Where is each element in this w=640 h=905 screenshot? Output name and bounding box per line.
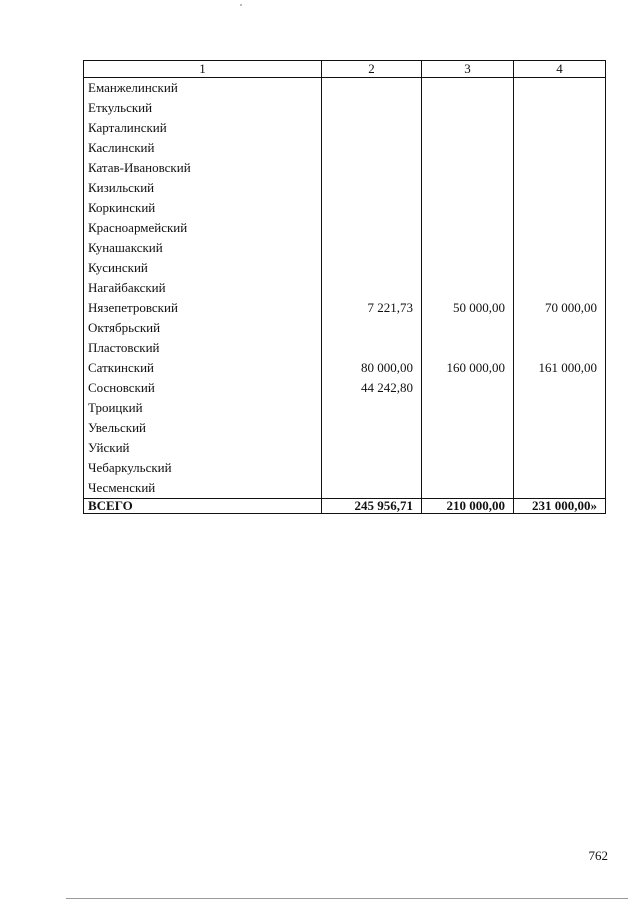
value-col-2: [322, 278, 422, 298]
value-col-2: [322, 98, 422, 118]
value-col-2: [322, 158, 422, 178]
table-row: [84, 398, 606, 418]
district-name: Еманжелинский: [84, 78, 322, 99]
district-name: Катав-Ивановский: [84, 158, 322, 178]
value-col-2: [322, 178, 422, 198]
table-row: [84, 158, 606, 178]
value-col-3: [422, 438, 514, 458]
value-col-4: [514, 138, 606, 158]
table-row: [84, 178, 606, 198]
value-col-2: 7 221,73: [322, 298, 422, 318]
value-col-4: [514, 278, 606, 298]
total-label: ВСЕГО: [84, 499, 322, 514]
value-col-3: [422, 258, 514, 278]
table-row: [84, 258, 606, 278]
table-row: [84, 78, 606, 99]
district-name: Коркинский: [84, 198, 322, 218]
district-name: Кунашакский: [84, 238, 322, 258]
value-col-2: [322, 258, 422, 278]
table-row: [84, 438, 606, 458]
value-col-4: [514, 378, 606, 398]
table-row: [84, 378, 606, 398]
value-col-3: [422, 138, 514, 158]
table-row: [84, 338, 606, 358]
table-body: [84, 78, 606, 499]
value-col-2: [322, 118, 422, 138]
value-col-4: [514, 338, 606, 358]
table-row: [84, 198, 606, 218]
district-name: Карталинский: [84, 118, 322, 138]
value-col-3: [422, 378, 514, 398]
column-header-3: 3: [422, 61, 514, 78]
scan-mark: [240, 4, 242, 6]
page-number: 762: [588, 848, 608, 863]
district-name: Нагайбакский: [84, 278, 322, 298]
total-value-2: 245 956,71: [322, 499, 422, 514]
value-col-2: [322, 238, 422, 258]
value-col-3: [422, 398, 514, 418]
value-col-3: [422, 478, 514, 499]
scan-edge-line: [66, 898, 628, 899]
table-row: [84, 238, 606, 258]
district-name: Октябрьский: [84, 318, 322, 338]
value-col-4: 161 000,00: [514, 358, 606, 378]
budget-table: [83, 60, 606, 514]
district-name: Уйский: [84, 438, 322, 458]
value-col-3: [422, 98, 514, 118]
value-col-4: [514, 458, 606, 478]
value-col-2: [322, 138, 422, 158]
value-col-4: [514, 98, 606, 118]
value-col-3: [422, 278, 514, 298]
district-name: Чесменский: [84, 478, 322, 499]
table-row: [84, 418, 606, 438]
value-col-3: 160 000,00: [422, 358, 514, 378]
table-row: [84, 298, 606, 318]
value-col-4: [514, 78, 606, 99]
value-col-4: 70 000,00: [514, 298, 606, 318]
total-value-3: 210 000,00: [422, 499, 514, 514]
table-row: [84, 218, 606, 238]
district-name: Нязепетровский: [84, 298, 322, 318]
value-col-4: [514, 198, 606, 218]
value-col-3: [422, 118, 514, 138]
value-col-2: 80 000,00: [322, 358, 422, 378]
value-col-3: [422, 318, 514, 338]
header-row: [84, 61, 606, 78]
district-name: Каслинский: [84, 138, 322, 158]
column-header-1: 1: [84, 61, 322, 78]
district-name: Пластовский: [84, 338, 322, 358]
value-col-2: [322, 338, 422, 358]
total-row: [84, 499, 606, 514]
district-name: Кизильский: [84, 178, 322, 198]
value-col-3: [422, 418, 514, 438]
value-col-2: [322, 458, 422, 478]
value-col-3: [422, 218, 514, 238]
district-name: Троицкий: [84, 398, 322, 418]
table-row: [84, 118, 606, 138]
value-col-2: [322, 418, 422, 438]
value-col-3: [422, 158, 514, 178]
value-col-4: [514, 158, 606, 178]
table-row: [84, 318, 606, 338]
value-col-2: [322, 478, 422, 499]
district-name: Саткинский: [84, 358, 322, 378]
value-col-4: [514, 478, 606, 499]
total-value-4: 231 000,00»: [514, 499, 606, 514]
value-col-2: [322, 78, 422, 99]
column-header-4: 4: [514, 61, 606, 78]
value-col-3: [422, 178, 514, 198]
value-col-2: [322, 198, 422, 218]
value-col-3: 50 000,00: [422, 298, 514, 318]
district-name: Еткульский: [84, 98, 322, 118]
value-col-2: [322, 398, 422, 418]
table-row: [84, 138, 606, 158]
table-row: [84, 458, 606, 478]
value-col-4: [514, 238, 606, 258]
column-header-2: 2: [322, 61, 422, 78]
district-name: Красноармейский: [84, 218, 322, 238]
district-name: Сосновский: [84, 378, 322, 398]
table-row: [84, 98, 606, 118]
value-col-2: [322, 218, 422, 238]
district-name: Кусинский: [84, 258, 322, 278]
value-col-4: [514, 318, 606, 338]
value-col-3: [422, 78, 514, 99]
table-row: [84, 478, 606, 499]
value-col-4: [514, 258, 606, 278]
value-col-4: [514, 438, 606, 458]
value-col-2: [322, 438, 422, 458]
district-name: Чебаркульский: [84, 458, 322, 478]
value-col-4: [514, 418, 606, 438]
district-name: Увельский: [84, 418, 322, 438]
table-row: [84, 278, 606, 298]
value-col-4: [514, 118, 606, 138]
value-col-2: [322, 318, 422, 338]
value-col-3: [422, 458, 514, 478]
value-col-3: [422, 238, 514, 258]
value-col-4: [514, 398, 606, 418]
value-col-4: [514, 178, 606, 198]
value-col-4: [514, 218, 606, 238]
value-col-3: [422, 198, 514, 218]
table-row: [84, 358, 606, 378]
value-col-3: [422, 338, 514, 358]
value-col-2: 44 242,80: [322, 378, 422, 398]
